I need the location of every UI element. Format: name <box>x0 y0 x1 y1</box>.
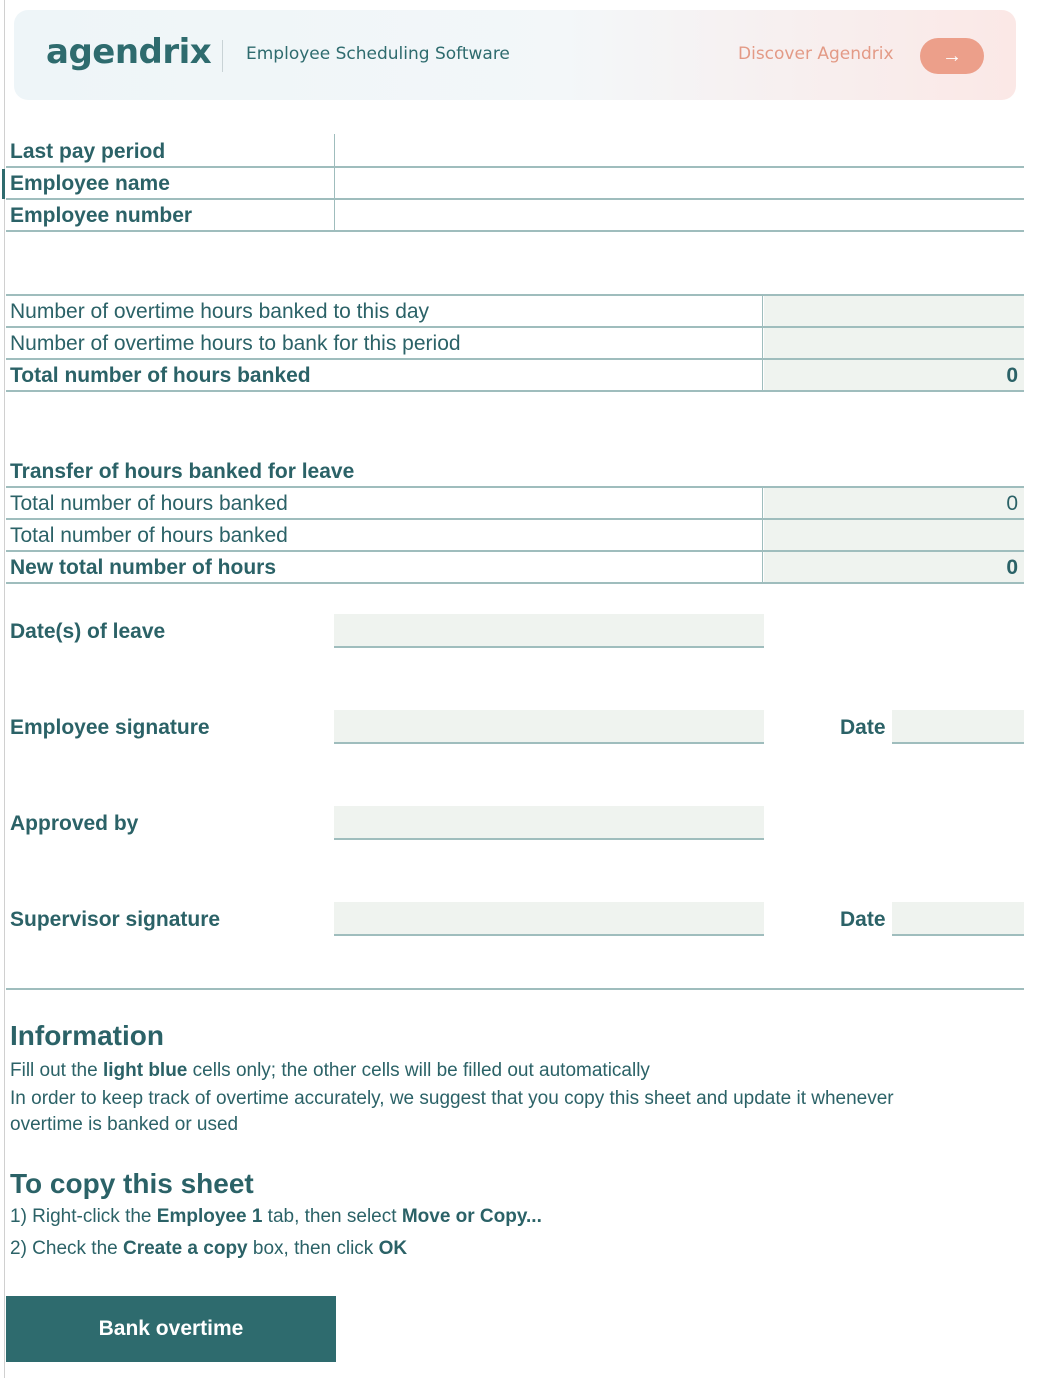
bank-overtime-button[interactable]: Bank overtime <box>6 1296 336 1362</box>
information-line-1: Fill out the light blue cells only; the other cells will be filled out automatically <box>10 1060 650 1081</box>
new-total-label: New total number of hours <box>10 556 277 579</box>
row-divider <box>6 198 1024 200</box>
transfer-row1-label: Total number of hours banked <box>10 492 288 515</box>
header-banner <box>14 10 1016 100</box>
transfer-row1-value: 0 <box>1006 492 1018 515</box>
supervisor-signature-label: Supervisor signature <box>10 908 221 931</box>
copy-step-1: 1) Right-click the Employee 1 tab, then select Move or Copy... <box>10 1206 542 1227</box>
employee-number-label: Employee number <box>10 204 193 227</box>
employee-name-label: Employee name <box>10 172 170 195</box>
sheet-left-border <box>4 0 5 1378</box>
date-label-2: Date <box>840 908 886 931</box>
dates-of-leave-label: Date(s) of leave <box>10 620 166 643</box>
copy-sheet-title: To copy this sheet <box>10 1168 254 1199</box>
date-field-2[interactable] <box>892 902 1024 936</box>
discover-link[interactable]: Discover Agendrix <box>738 44 894 64</box>
logo-divider <box>222 40 223 72</box>
arrow-right-icon[interactable]: → <box>920 38 984 74</box>
banked-hours-cells[interactable] <box>764 296 1024 390</box>
row-divider <box>6 518 1024 520</box>
column-divider <box>762 294 763 392</box>
hours-to-bank-period-label: Number of overtime hours to bank for this period <box>10 332 461 355</box>
row-divider <box>6 390 1024 392</box>
last-pay-period-label: Last pay period <box>10 140 166 163</box>
transfer-row2-label: Total number of hours banked <box>10 524 288 547</box>
information-line-3: overtime is banked or used <box>10 1114 239 1135</box>
row-divider <box>6 582 1024 584</box>
information-title: Information <box>10 1020 164 1051</box>
row-divider <box>6 166 1024 168</box>
hours-banked-to-day-label: Number of overtime hours banked to this day <box>10 300 430 323</box>
tagline: Employee Scheduling Software <box>246 44 510 64</box>
column-divider <box>334 134 335 232</box>
employee-signature-field[interactable] <box>334 710 764 744</box>
column-divider <box>762 486 763 584</box>
employee-signature-label: Employee signature <box>10 716 210 739</box>
section-divider <box>6 988 1024 990</box>
agendrix-logo[interactable]: agendrix <box>46 32 212 72</box>
transfer-cells[interactable] <box>764 488 1024 582</box>
date-label-1: Date <box>840 716 886 739</box>
dates-of-leave-field[interactable] <box>334 614 764 648</box>
row-divider <box>6 550 1024 552</box>
cell-selection-marker <box>2 169 5 199</box>
total-hours-banked-label: Total number of hours banked <box>10 364 311 387</box>
total-hours-banked-value: 0 <box>1006 364 1018 387</box>
new-total-value: 0 <box>1006 556 1018 579</box>
row-divider <box>6 358 1024 360</box>
row-divider <box>6 230 1024 232</box>
approved-by-label: Approved by <box>10 812 139 835</box>
approved-by-field[interactable] <box>334 806 764 840</box>
date-field-1[interactable] <box>892 710 1024 744</box>
row-divider <box>6 326 1024 328</box>
supervisor-signature-field[interactable] <box>334 902 764 936</box>
information-line-2: In order to keep track of overtime accurately, we suggest that you copy this sheet and update it whenever <box>10 1088 894 1109</box>
copy-step-2: 2) Check the Create a copy box, then click OK <box>10 1238 408 1259</box>
transfer-title: Transfer of hours banked for leave <box>10 460 355 483</box>
